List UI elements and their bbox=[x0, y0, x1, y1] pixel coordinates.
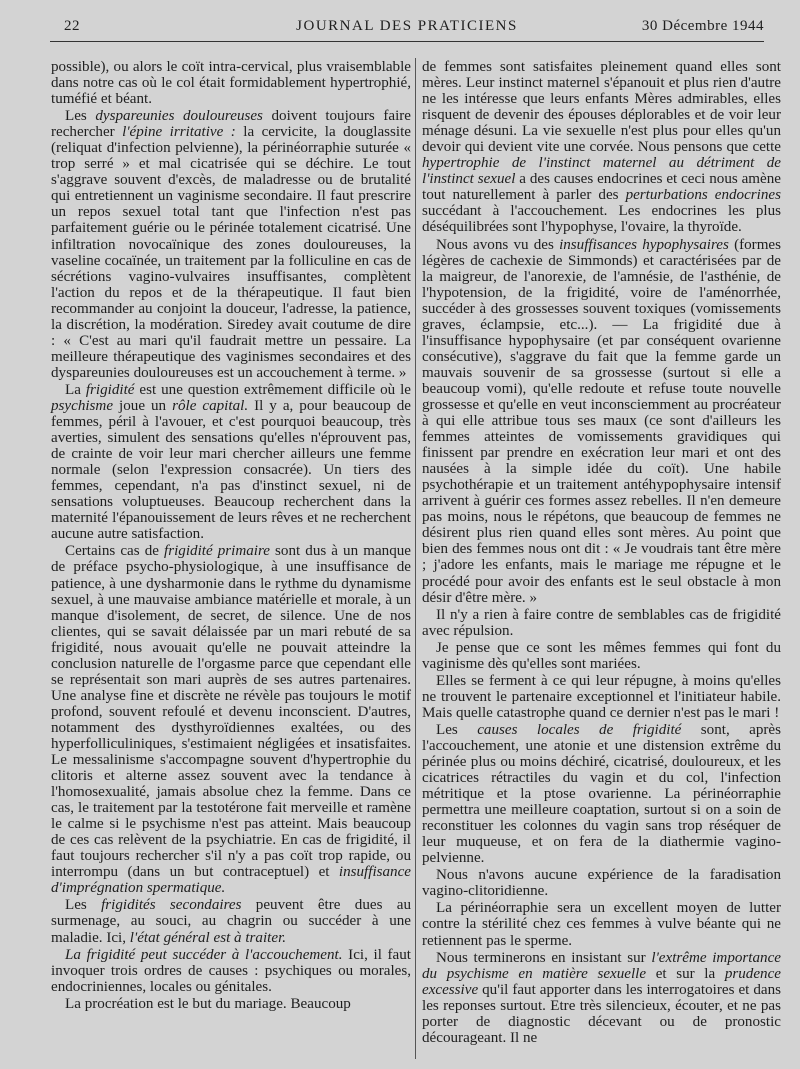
text-run: Nous terminerons en insistant sur bbox=[436, 949, 652, 966]
text-run: a des causes endocrines et ceci nous amène tout naturellement à parler des bbox=[422, 171, 781, 204]
text-run: Il n'y a rien à faire contre de semblables cas de frigidité avec répulsion. bbox=[422, 606, 781, 639]
text-run: joue un bbox=[113, 397, 173, 414]
issue-date: 30 Décembre 1944 bbox=[641, 18, 764, 34]
right-column bbox=[422, 59, 781, 1047]
text-run: Nous avons vu des bbox=[436, 236, 560, 253]
paragraph bbox=[422, 722, 781, 866]
page-number: 22 bbox=[64, 18, 80, 34]
text-run: et sur la bbox=[646, 965, 725, 982]
text-run: Ici, il faut invoquer trois ordres de causes : psychiques ou morales, endocriniennes, locales ou génitales. bbox=[51, 946, 412, 995]
text-run: est une question extrêmement difficile où le bbox=[134, 381, 411, 398]
text-run: Nous n'avons aucune expérience de la faradisation vagino-clitoridienne. bbox=[422, 867, 781, 900]
text-run: Les bbox=[65, 897, 102, 914]
text-run: La périnéorraphie sera un excellent moyen de lutter contre la stérilité chez ces femmes à vulve béante qui ne retiennent pas le sperme. bbox=[422, 900, 781, 949]
text-run: Je pense que ce sont les mêmes femmes qui font du vaginisme dès qu'elles sont mariées. bbox=[422, 639, 781, 672]
text-run: peuvent être dues au surmenage, au souci, au chagrin ou succéder à une maladie. Ici, bbox=[51, 897, 411, 946]
text-run: doivent toujours faire rechercher bbox=[51, 108, 411, 141]
text-run: La procréation est le but du mariage. Beaucoup bbox=[65, 995, 351, 1012]
text-run: qu'il faut apporter dans les interrogatoires et dans les reponses surtout. Etre très silencieux, écouter, et ne pas porter de diagnostic décevant ou de pronostic décourageant. Il ne bbox=[422, 981, 781, 1046]
text-run: Il y a, pour beaucoup de femmes, péril à l'avouer, et c'est pourquoi beaucoup, très averties, simulent des sensations qu'elles n'éprouvent pas, de crainte de voir leur mari chercher ailleurs une femme normale (selon l'expression consacrée). Un tiers des femmes, cependant, n'a pas d'instinct sexuel, ni de sensations voluptueuses. Beaucoup recherchent dans la maternité l'épanouissement de leurs rêves et ne recherchent aucune autre satisfaction. bbox=[51, 397, 411, 543]
paragraph bbox=[51, 897, 411, 945]
text-run: succédant à l'accouchement. Les endocrines les plus déséquilibrées sont l'hypophyse, l'ovaire, la thyroïde. bbox=[422, 203, 781, 236]
paragraph bbox=[422, 867, 781, 899]
text-run: possible), ou alors le coït intra-cervical, plus vraisemblable dans notre cas où le col était formidablement hypertrophié, tuméfié et béant. bbox=[51, 59, 411, 108]
text-run: de femmes sont satisfaites pleinement quand elles sont mères. Leur instinct maternel s'épanouit et plus rien d'autre ne les intéresse que leurs enfants Mères admirables, elles risquent de devenir des épouses déplorables et de voir leur ménage désuni. La vie sexuelle n'est plus pour elles qu'un devoir qui devient vite une corvée. Nous pensons que cette bbox=[422, 59, 781, 156]
italic-run: prudence excessive bbox=[422, 965, 781, 998]
italic-run: l'épine irritative : bbox=[122, 124, 236, 141]
left-column bbox=[51, 59, 411, 1013]
italic-run: psychisme bbox=[51, 397, 114, 414]
column-divider bbox=[415, 58, 416, 1059]
text-run: Elles se ferment à ce qui leur répugne, à moins qu'elles ne trouvent le partenaire exceptionnel et l'initiateur habile. Mais quelle catastrophe quand ce dernier n'est pas le mari ! bbox=[422, 672, 781, 721]
text-run: la cervicite, la douglassite (reliquat d'infection pelvienne), la périnéorraphie suturée « trop serré » et mal cicatrisée qui se déchire. Le tout s'aggrave souvent d'excès, de maladresse ou de brutalité qui entretiennent un vaginisme secondaire. Il faut prescrire un repos sexuel total tant que l'infection n'est pas parfaitement guérie ou le périnée totalement cicatrisé. Une infiltration novocaïnique des zones douloureuses, la vaseline cocaïnée, un traitement par la folliculine en cas de sécrétions vagino-vulvaires insuffisantes, complètent l'action du repos et de la thérapeutique. Il faut bien recommander au conjoint la douceur, l'adresse, la patience, la discrétion, la modération. Siredey avait coutume de dire : « C'est au mari qu'il faudrait mettre un pessaire. La meilleure thérapeutique des vaginismes secondaires et des dyspareunies douloureuses est un accouchement à terme. » bbox=[51, 124, 412, 381]
paragraph bbox=[422, 900, 781, 948]
text-run: sont, après l'accouchement, une atonie et une distension extrême du périnée plus ou moins déchiré, cicatrisé, douloureux, et les cicatrices rétractiles du vagin et du col, l'infection métritique et la ptose ovarienne. La périnéorraphie permettra une meilleure coaptation, surtout si on a soin de reconstituer les colonnes du vagin sans trop réséquer de leur muqueuse, et on fera de la diathermie vagino-pelvienne. bbox=[422, 721, 781, 867]
paragraph bbox=[422, 950, 781, 1046]
paragraph bbox=[51, 59, 411, 107]
paragraph bbox=[51, 108, 411, 381]
italic-run: frigidité primaire bbox=[164, 543, 270, 560]
italic-run: perturbations endocrines bbox=[625, 187, 781, 204]
paragraph bbox=[422, 237, 781, 606]
italic-run: La frigidité peut succéder à l'accouchement. bbox=[65, 946, 343, 963]
text-run: Certains cas de bbox=[65, 543, 165, 560]
paragraph bbox=[422, 59, 781, 236]
paragraph bbox=[51, 996, 411, 1012]
header-rule bbox=[50, 41, 764, 42]
italic-run: insuffisances hypophysaires bbox=[559, 236, 729, 253]
italic-run: dyspareunies douloureuses bbox=[95, 108, 263, 125]
paragraph bbox=[51, 543, 411, 896]
italic-run: frigidité bbox=[85, 381, 135, 398]
page-header bbox=[50, 14, 764, 38]
text-run: sont dus à un manque de préface psycho-physiologique, à une insuffisance de patience, à une dysharmonie dans le rythme du dynamisme sexuel, à une mauvaise ambiance matérielle et morale, à un manque d'isolement, de secret, de silence. Une de nos clientes, qui se savait délaissée par un mari rebuté de sa frigidité, nous avouait qu'elle ne pouvait atteindre la conclusion naturelle de l'orgasme parce que cependant elle se représentait son mari auprès de ses autres partenaires. Une analyse fine et discrète ne révèle pas toujours le motif profond, souvent refoulé et devenu inconscient. D'autres, notamment des dysthyroïdiennes exaltées, ou des hyperfolliculiniques, s'estimaient négligées et insatisfaites. Le messalinisme s'accompagne souvent d'hypertrophie du clitoris et alterne assez souvent avec la tendance à l'homosexualité, jamais absolue chez la femme. Dans ce cas, le traitement par la testotérone fait merveille et ramène le calme si le psychisme n'est pas atteint. Mais beaucoup de ces cas relèvent de la psychiatrie. En cas de frigidité, il faut toujours rechercher s'il n'y a pas coït trop rapide, ou interrompu (dans un but contraceptuel) et bbox=[51, 543, 411, 881]
paragraph bbox=[422, 673, 781, 721]
text-run: La bbox=[65, 381, 86, 398]
italic-run: frigidités secondaires bbox=[101, 897, 242, 914]
journal-title: JOURNAL DES PRATICIENS bbox=[296, 18, 518, 34]
italic-run: causes locales de frigidité bbox=[477, 721, 682, 738]
paragraph bbox=[51, 947, 411, 995]
italic-run: hypertrophie de l'instinct maternel au détriment de l'instinct sexuel bbox=[422, 155, 781, 188]
italic-run: rôle capital. bbox=[172, 397, 249, 414]
italic-run: insuffisance d'imprégnation spermatique. bbox=[51, 864, 411, 897]
text-run: (formes légères de cachexie de Simmonds) et caractérisées par de la maigreur, de l'anorexie, de l'amnésie, de l'asthénie, de l'hypotension, de la frigidité, voire de l'aménorrhée, succéder à des grossesses souvent toxiques (vomissements graves, éclampsie, etc...). — La frigidité due à l'insuffisance hypophysaire (et par conséquent ovarienne consécutive), s'aggrave du fait que la femme garde un mauvais souvenir de sa grossesse (surtout si elle a beaucoup vomi), qu'elle redoute et refuse toute nouvelle grossesse et qu'elle en veut inconsciemment au procréateur à qui elle attribue tous ses maux (ce sont d'ailleurs les femmes atteintes de vomissements gravidiques qui finissent par prendre en exécration leur mari et ont des nausées à la simple idée du coït). Une habile psychothérapie et un traitement antéhypophysaire intensif arrivent à guérir ces formes assez rebelles. Il n'en demeure pas moins, nous le répétons, que beaucoup de femmes ne désirent plus rien quand elles sont mères. Au point que bien des femmes nous ont dit : « Je voudrais tant être mère ; j'adore les enfants, mais le mariage me répugne et le procédé pour avoir des enfants est le seul obstacle à mon désir d'être mère. » bbox=[422, 236, 782, 606]
text-run: Les bbox=[65, 108, 96, 125]
paragraph bbox=[422, 607, 781, 639]
italic-run: l'état général est à traiter. bbox=[129, 929, 287, 946]
paragraph bbox=[422, 640, 781, 672]
paragraph bbox=[51, 382, 411, 542]
text-run: Les bbox=[436, 721, 478, 738]
italic-run: l'extrême importance du psychisme en matière sexuelle bbox=[422, 949, 781, 982]
